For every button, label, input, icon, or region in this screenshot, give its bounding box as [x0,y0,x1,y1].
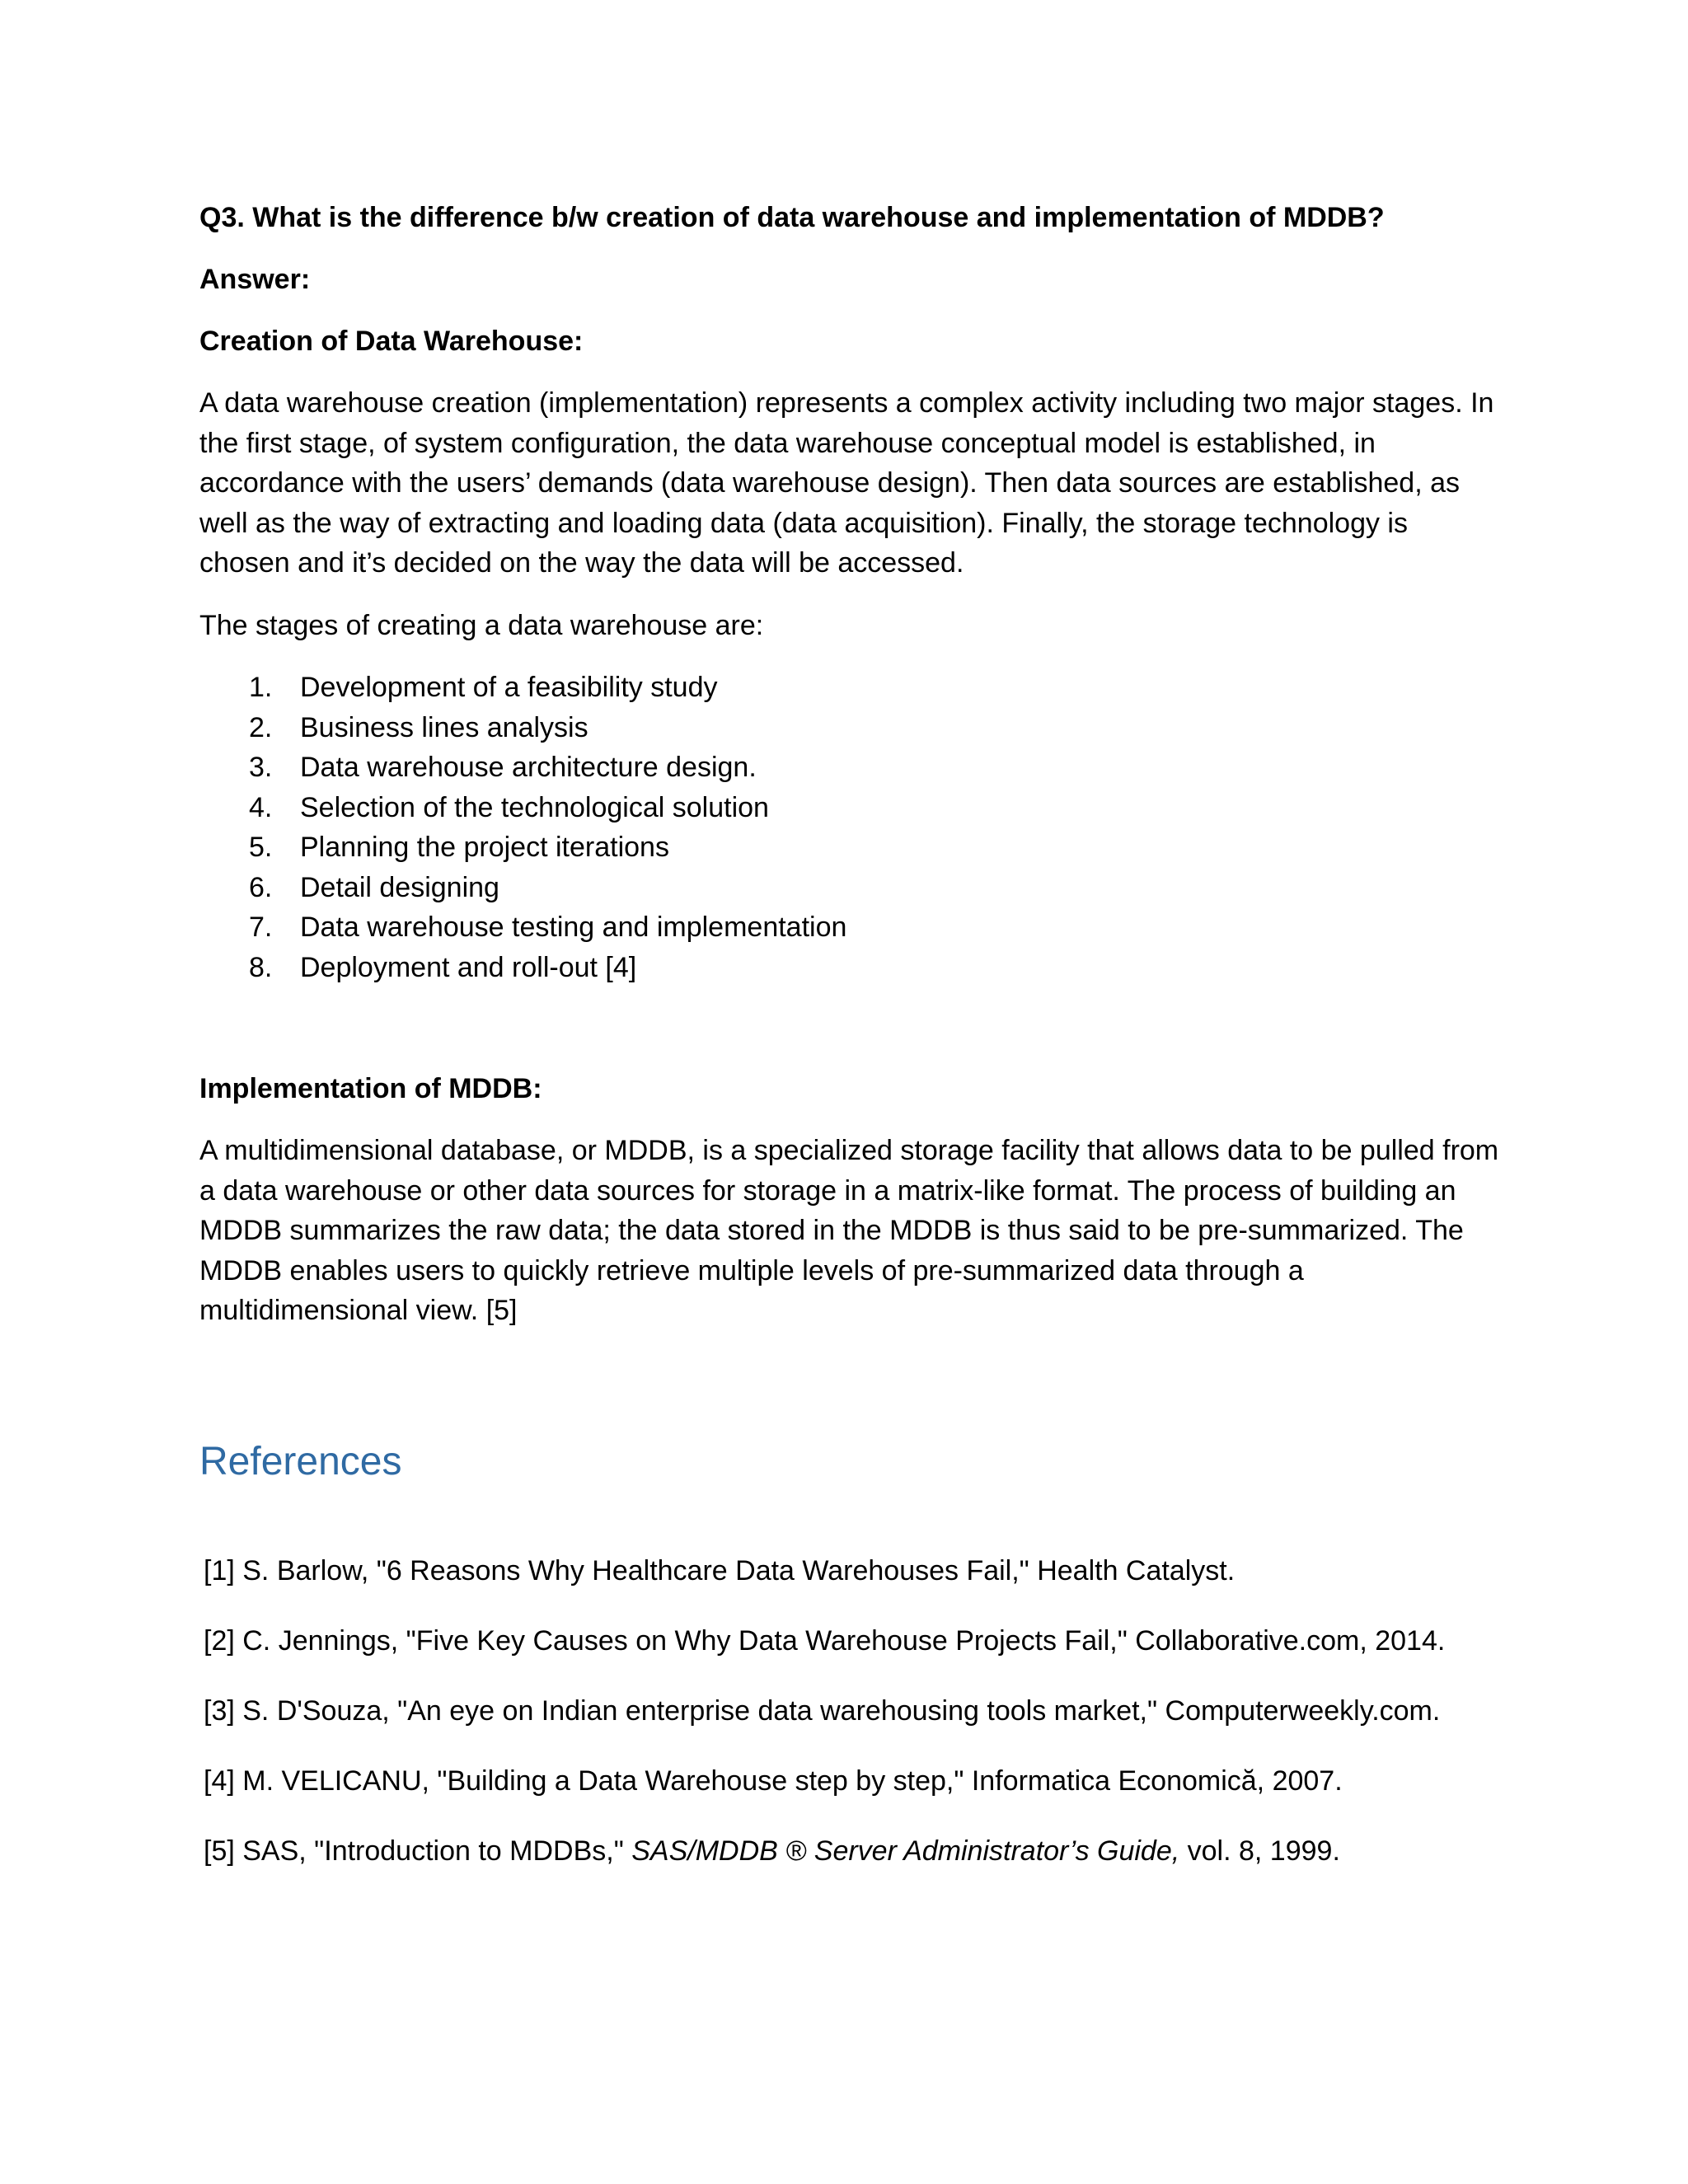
reference-item: [3] S. D'Souza, "An eye on Indian enterprise data warehousing tools market," Computerweekly.com. [204,1694,1441,1727]
question-title: Q3. What is the difference b/w creation of data warehouse and implementation of MDDB? [199,202,1385,233]
list-text: Detail designing [300,871,499,903]
list-item [199,827,1502,868]
mddb-paragraph: A multidimensional database, or MDDB, is a specialized storage facility that allows data to be pulled from a data warehouse or other data sources for storage in a matrix-like format. The process of building an MDDB summarizes the raw data; the data stored in the MDDB is thus said to be pre-summarized. The MDDB enables users to quickly retrieve multiple levels of pre-summarized data through a multidimensional view. [5] [199,1135,1499,1326]
creation-heading: Creation of Data Warehouse: [199,326,584,357]
stages-intro: The stages of creating a data warehouse are: [199,609,764,641]
list-number: 4. [249,791,273,823]
list-text: Planning the project iterations [300,832,669,863]
list-text: Business lines analysis [300,711,588,743]
list-text: Data warehouse testing and implementation [300,912,847,943]
answer-label: Answer: [199,264,311,295]
reference-item: [1] S. Barlow, "6 Reasons Why Healthcare Data Warehouses Fail," Health Catalyst. [204,1554,1236,1586]
list-number: 6. [249,871,273,903]
list-text: Selection of the technological solution [300,791,769,823]
reference-item: [4] M. VELICANU, "Building a Data Warehouse step by step," Informatica Economică, 2007. [204,1765,1343,1797]
list-text: Development of a feasibility study [300,672,718,703]
creation-paragraph: A data warehouse creation (implementation) represents a complex activity including two major stages. In the first stage, of system configuration, the data warehouse conceptual model is established, in accordance with the users’ demands (data warehouse design). Then data sources are established, as well as the way of extracting and loading data (data acquisition). Finally, the storage technology is chosen and it’s decided on the way the data will be accessed. [199,387,1494,579]
list-item [199,948,1502,988]
spacer [199,1353,1502,1436]
references-heading: References [199,1439,402,1483]
reference-item [204,1831,1502,1871]
stages-list [199,668,1502,987]
reference-prefix: [5] SAS, "Introduction to MDDBs," [204,1835,632,1867]
spacer [199,987,1502,1069]
list-number: 8. [249,951,273,983]
reference-item: [2] C. Jennings, "Five Key Causes on Why Data Warehouse Projects Fail," Collaborative.com, 2014. [204,1624,1446,1657]
list-item [199,708,1502,748]
references-list [199,1551,1502,1871]
list-number: 1. [249,672,273,703]
mddb-heading: Implementation of MDDB: [199,1073,542,1104]
list-text: Deployment and roll-out [4] [300,951,637,983]
list-item [199,868,1502,908]
list-text: Data warehouse architecture design. [300,752,757,783]
reference-italic-title: SAS/MDDB ® Server Administrator’s Guide, [631,1835,1180,1867]
list-number: 7. [249,912,273,943]
list-number: 5. [249,832,273,863]
list-number: 3. [249,752,273,783]
list-item [199,668,1502,708]
list-number: 2. [249,711,273,743]
list-item [199,788,1502,828]
reference-suffix: vol. 8, 1999. [1179,1835,1340,1867]
document-page [199,198,1502,1901]
list-item [199,748,1502,788]
list-item [199,907,1502,948]
